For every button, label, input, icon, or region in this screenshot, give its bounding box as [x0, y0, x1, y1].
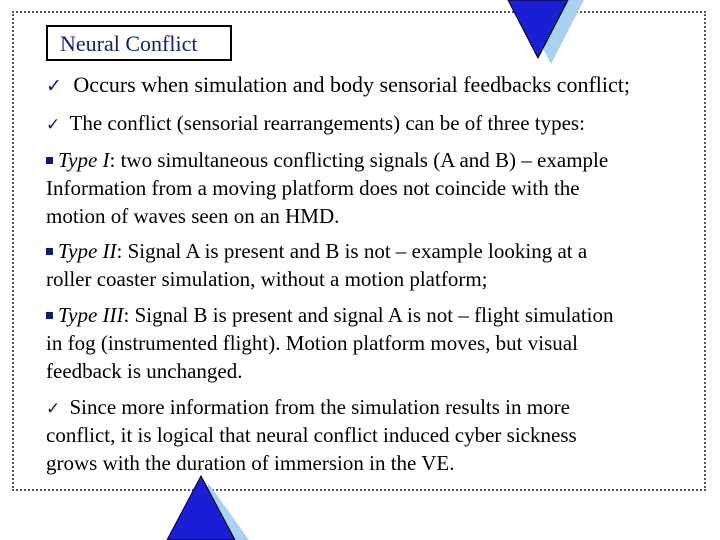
triangle-down-icon: [500, 0, 590, 70]
text-line: motion of waves seen on an HMD.: [46, 204, 340, 228]
text-line: grows with the duration of immersion in the VE.: [46, 451, 455, 475]
list-item: Type II: Signal A is present and B is not – example looking at a: [46, 238, 587, 264]
title-box: [46, 25, 232, 61]
text-line: roller coaster simulation, without a motion platform;: [46, 267, 488, 291]
list-item: ✓ Occurs when simulation and body sensorial feedbacks conflict;: [46, 72, 630, 97]
check-mark-icon: ✓: [46, 75, 62, 97]
triangle-up-icon: [165, 474, 255, 540]
slide-title: Neural Conflict: [60, 31, 198, 56]
text-line: conflict, it is logical that neural conflict induced cyber sickness: [46, 423, 577, 447]
list-item: ✓ Since more information from the simulation results in more: [46, 395, 570, 419]
list-item: ✓ The conflict (sensorial rearrangements) can be of three types:: [46, 111, 585, 135]
text-line: Information from a moving platform does not coincide with the: [46, 176, 580, 200]
list-item: Type III: Signal B is present and signal A is not – flight simulation: [46, 302, 614, 328]
check-mark-icon: ✓: [46, 115, 61, 135]
check-mark-icon: ✓: [46, 399, 61, 419]
list-item: Type I: two simultaneous conflicting signals (A and B) – example: [46, 147, 608, 173]
square-bullet-icon: [46, 157, 53, 164]
square-bullet-icon: [46, 312, 53, 319]
square-bullet-icon: [46, 248, 53, 255]
text-line: feedback is unchanged.: [46, 359, 243, 383]
text-line: in fog (instrumented flight). Motion platform moves, but visual: [46, 331, 578, 355]
